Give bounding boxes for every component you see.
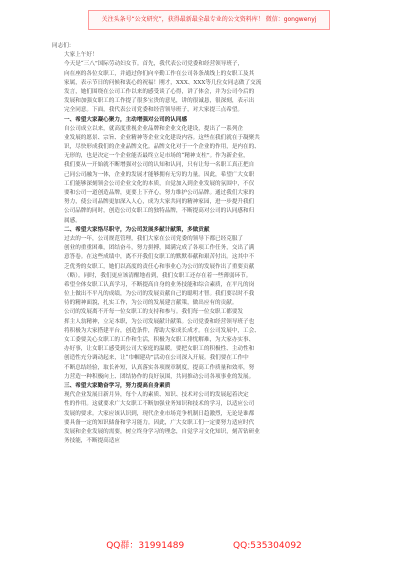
paragraph-line: 将积极为大家搭建平台，创造条件，帮助大家成长成才。在公司发展中，工会、 bbox=[64, 327, 260, 334]
paragraph-line: 女工委要关心女职工的工作和生活，积极为女职工排忧解难，为大家办实事、 bbox=[64, 337, 255, 343]
paragraph-line: 要和公司一道创造品牌，更要上下齐心，努力维护公司品牌。通过我们大家的 bbox=[64, 190, 255, 196]
paragraph-line: 完全同意。下面，我代表公司党委和经营领导班子，对大家提三点希望。 bbox=[64, 107, 244, 114]
paragraph-line: 发展的要求。大家应该认识到，现代企业市场竞争机制日趋激烈，无论是谁都 bbox=[64, 410, 255, 417]
promo-banner: 关注头条号“公文研究”，获得最新最全最专业的公文资料库！ 微信：gongwenyj bbox=[88, 10, 330, 30]
paragraph-line: 创造性充分调动起来，让“巾帼建功”活动在公司深入开展。我们要在工作中 bbox=[64, 355, 249, 362]
paragraph-line: 公司的发展离不开每一位女职工的支持和参与。我们每一位女职工都要发 bbox=[64, 309, 244, 316]
paragraph-line: 发展和企业发展的需要，树立终身学习的理念，自觉学习文化知识，刻苦钻研业 bbox=[64, 428, 260, 435]
paragraph-line: 现代企业发展日新月异，每个人的素质、知识、技术对公司的发展起着决定 bbox=[64, 392, 249, 399]
paragraph-line: 无形的，也是决定一个企业能否最终立足市场的“精神支柱”。作为新企业， bbox=[64, 153, 249, 160]
paragraph-line: 性的作用。这就要求广大女职工不断加强业务知识和技术的学习，以适应公司 bbox=[64, 401, 255, 408]
section-heading: 一、希望大家凝心聚力，主动增强对公司的认同感 bbox=[64, 116, 188, 123]
paragraph-line: 公司品牌的同时，创造公司女职工的独特品牌，不断提高对公司的认同感和归 bbox=[64, 208, 255, 215]
paragraph-line: 我们要从一开始就不断增强对公司的认知和认同，只有让每一名职工真正把自 bbox=[64, 162, 255, 169]
paragraph-line: 挥主人翁精神，立足本职，为公司发展献计献策。公司党委和经营领导班子也 bbox=[64, 318, 255, 325]
paragraph-line: 过去的一年，公司规范管理，我们大家在公司党委的领导下都已经克服了 bbox=[64, 235, 244, 242]
qq-group-text: QQ群：31991489 bbox=[106, 541, 185, 551]
salutation: 同志们： bbox=[52, 43, 75, 49]
paragraph-line: 属感。 bbox=[64, 217, 81, 224]
paragraph-line: 力营造一种积极向上、团结协作的良好氛围，共同推动公司各项事业的发展。 bbox=[64, 373, 255, 380]
greeting: 大家上午好！ bbox=[64, 52, 98, 59]
paragraph-line: 务技能，不断提高适应 bbox=[64, 438, 120, 445]
paragraph-line: 办好事，让女职工感受到公司大家庭的温暖。要把女职工的积极性、主动性和 bbox=[64, 346, 255, 353]
paragraph-line: 发展和加强女职工的工作提了很多宝贵的意见，讲的很诚恳，很深刻，表示出 bbox=[64, 98, 255, 105]
paragraph-line: 家属，表示节日的问候和衷心的祝福！刚才，XXX、XXX等几位女同志做了交流 bbox=[64, 79, 262, 86]
paragraph-line: 向在座的各位女职工，并通过你们向辛勤工作在公司各条战线上的女职工及其 bbox=[64, 70, 255, 77]
paragraph-line: 努力，使公司品牌更加深入人心，成为大家共同的精神家园，进一步提升我们 bbox=[64, 199, 255, 206]
paragraph-line: 意答卷。在这些成绩中，离不开我们女职工的默默奉献和艰苦付出。这其中不 bbox=[64, 254, 255, 261]
document-body bbox=[52, 42, 352, 446]
paragraph-list bbox=[52, 60, 352, 446]
paragraph-line: 发言，她们围绕在公司工作以来的感受谈了心得，讲了体会，并为公司今后的 bbox=[64, 88, 255, 95]
section-heading: 二、希望大家恪尽职守，为公司发展多献计献策，多做贡献 bbox=[64, 226, 210, 233]
paragraph-line: 位上做出不平凡的成绩，为公司的发展贡献自己的聪明才智。我们要以时不我 bbox=[64, 291, 255, 298]
section-heading: 三、希望大家勤奋学习，努力提高自身素质 bbox=[64, 382, 171, 389]
paragraph-line: 业发展的愿景、宗旨、企业精神等企业文化建设内容。这些在我们就在于凝聚共 bbox=[64, 134, 260, 141]
paragraph-line: 要具备一定的知识储备和学习能力。因此，广大女职工们一定要努力适应时代 bbox=[64, 419, 255, 426]
contact-footer bbox=[0, 538, 408, 551]
paragraph-line: 创业的重重困难，团结奋斗，努力拼搏，圆满完成了各项工作任务，交出了满 bbox=[64, 245, 255, 252]
qq-text: QQ:535304092 bbox=[233, 541, 302, 551]
paragraph-line: 待的精神面貌，扎实工作，为公司的发展建言献策，做出应有的贡献。 bbox=[64, 300, 238, 307]
paragraph-line: 乏优秀的女职工，她们以高度的责任心和事业心为公司的发展作出了重要贡献 bbox=[64, 263, 255, 270]
paragraph-line: 工们能够深刻领会公司企业文化的本质，自觉加入到企业发展的氛围中，不仅 bbox=[64, 180, 255, 187]
paragraph-line: 自公司成立以来，就高度重视企业品牌和企业文化建设，提出了一系列企 bbox=[64, 125, 244, 132]
paragraph-line: 今天是“三八”国际劳动妇女节。首先，我代表公司党委和经营领导班子， bbox=[64, 61, 244, 68]
paragraph-line: （略）。同时，我们更应该清醒地看到，我们女职工还存在着一些薄弱环节。 bbox=[64, 272, 252, 279]
paragraph-line: 己同公司融为一体，企业的发展才能够拥有无穷的力量。因此，希望广大女职 bbox=[64, 171, 255, 178]
paragraph-line: 识，尽快形成我们的企业品牌文化。品牌文化对于一个企业的作用，是内在的、 bbox=[64, 144, 260, 151]
paragraph-line: 不断总结经验，取长补短，认真落实各项规章制度，提高工作质量和效率，努 bbox=[64, 364, 255, 371]
paragraph-line: 希望全体女职工认真学习，不断提高自身的业务技能和综合素质，在平凡的岗 bbox=[64, 281, 255, 288]
